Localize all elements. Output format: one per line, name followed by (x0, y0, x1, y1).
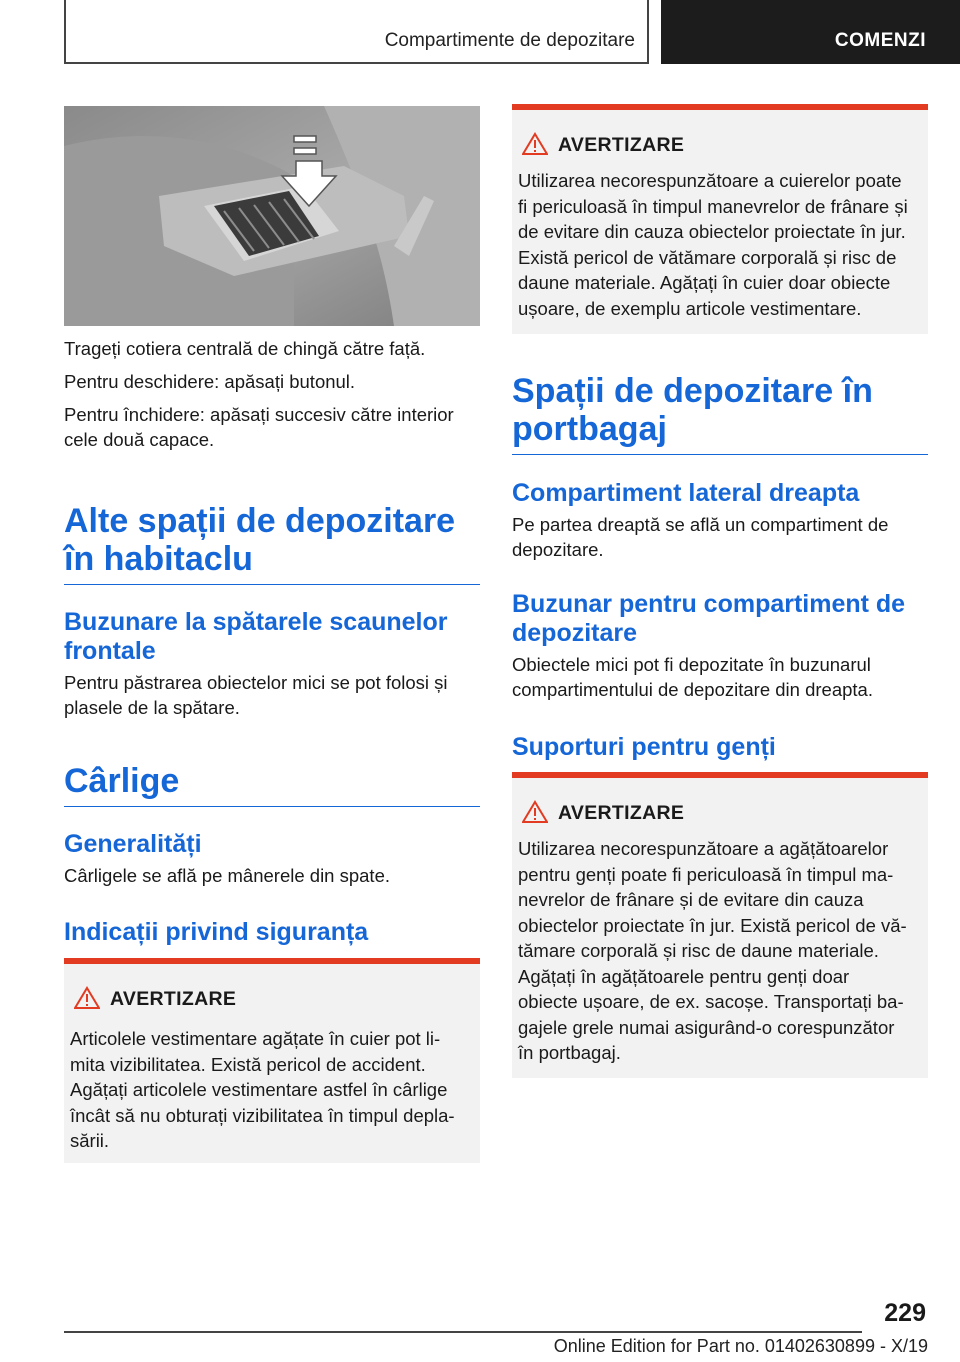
heading-compartment-pocket: Buzunar pentru compartiment de depozitare (512, 590, 906, 647)
warning-text (518, 836, 920, 1066)
chapter-title: Compartimente de depozitare (384, 30, 635, 51)
warning-box-bag-hooks (512, 772, 928, 1078)
section-pockets (64, 608, 480, 720)
warning-title: AVERTIZARE (110, 988, 237, 1010)
side-compartment-text: Pe partea dreaptă se află un compartiment de depozitare. (512, 514, 889, 560)
warning-line: obiecte ușoare, de ex. sacoșe. Transportați ba- (518, 991, 904, 1012)
warning-triangle-icon (522, 132, 548, 156)
warning-line: fi periculoasă în timpul manevrelor de frânare și (518, 195, 908, 217)
warning-line: Agățați articolele vestimentare astfel în cârlige (70, 1079, 448, 1100)
warning-line: tămare corporală și risc de daune materiale. (518, 940, 879, 961)
warning-line: Utilizarea necorespunzătoare a cuierelor poate (518, 170, 902, 191)
warning-line: de evitare din cauza obiectelor proiectate în jur. (518, 221, 906, 242)
intro-line-1: Trageți cotiera centrală de chingă către față. (64, 338, 426, 359)
heading-general: Generalități (64, 830, 202, 858)
section-side-compartment (512, 479, 928, 562)
warning-line: gajele grele numai asigurând-o corespunzător (518, 1016, 895, 1038)
warning-triangle-icon (522, 800, 548, 824)
warning-triangle-icon (74, 986, 100, 1010)
warning-title: AVERTIZARE (558, 802, 685, 824)
edition-note: Online Edition for Part no. 01402630899 - X/19 (553, 1336, 928, 1356)
warning-line: mita vizibilitatea. Există pericol de accident. (70, 1053, 426, 1075)
heading-bag-hooks: Suporturi pentru genți (512, 733, 776, 761)
warning-text (70, 1026, 472, 1154)
warning-box-hooks (64, 958, 480, 1163)
section-safety (64, 918, 480, 947)
pockets-text: Pentru păstrarea obiectelor mici se pot folosi și plasele de la spătare. (64, 672, 448, 718)
heading-hooks: Cârlige (64, 762, 480, 807)
warning-line: Agățați în agățătoarele pentru genți doar (518, 965, 850, 987)
heading-side-compartment: Compartiment lateral dreapta (512, 479, 860, 507)
warning-line: încât să nu obturați vizibilitatea în timpul depla- (70, 1104, 455, 1126)
section-bag-hooks (512, 733, 928, 762)
section-label: COMENZI (834, 30, 926, 51)
section-general (64, 830, 480, 888)
intro-line-2: Pentru deschidere: apăsați butonul. (64, 371, 356, 392)
header-section-box (661, 0, 960, 64)
warning-line: obiectelor proiectate în jur. Există pericol de vă- (518, 914, 907, 936)
heading-storage: Alte spații de depozitare în habitaclu (64, 502, 480, 585)
header-chapter-box (64, 0, 649, 64)
intro-line-3: Pentru închidere: apăsați succesiv către interior cele două capace. (64, 404, 454, 450)
general-text: Cârligele se află pe mânerele din spate. (64, 865, 390, 886)
pocket-text: Obiectele mici pot fi depozitate în buzunarul compartimentului de depozitare din dreapta. (512, 654, 873, 700)
warning-line: în portbagaj. (518, 1042, 621, 1063)
page-number: 229 (884, 1299, 926, 1327)
armrest-photo (64, 106, 480, 326)
warning-line: Utilizarea necorespunzătoare a agățătoarelor (518, 838, 889, 859)
warning-line: pentru genți poate fi periculoasă în timpul ma- (518, 863, 894, 885)
warning-line: ușoare, de exemplu articole vestimentare. (518, 297, 862, 319)
warning-line: daune materiale. Agățați în cuier doar obiecte (518, 272, 891, 293)
heading-trunk-storage: Spații de depozitare în portbagaj (512, 372, 928, 455)
heading-safety: Indicații privind siguranța (64, 918, 369, 946)
footer-divider (64, 1331, 862, 1333)
warning-box-coat-hooks (512, 104, 928, 334)
warning-text (518, 168, 920, 321)
warning-line: sării. (70, 1130, 110, 1151)
warning-line: nevrelor de frânare și de evitare din cauza (518, 889, 864, 910)
warning-title: AVERTIZARE (558, 134, 685, 156)
section-hooks (64, 762, 480, 807)
section-pocket (512, 590, 928, 702)
warning-line: Articolele vestimentare agățate în cuier pot li- (70, 1028, 441, 1049)
section-storage (64, 502, 480, 585)
section-trunk (512, 372, 928, 455)
intro-paragraphs (64, 336, 480, 452)
heading-seat-pockets: Buzunare la spătarele scaunelor frontale (64, 608, 448, 665)
warning-line: Există pericol de vătămare corporală și risc de (518, 246, 897, 268)
